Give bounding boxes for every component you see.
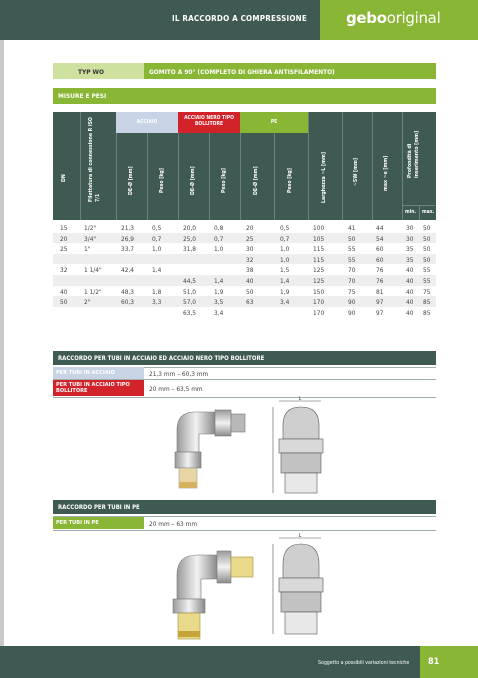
- type-description: GOMITO A 90° (COMPLETO DI GHIERA ANTISFILAMENTO): [149, 68, 335, 76]
- table-cell: 0,7: [214, 234, 224, 243]
- table-cell: 100: [313, 224, 325, 232]
- table-cell: 0,5: [280, 224, 290, 232]
- table-cell: 0,7: [280, 234, 290, 243]
- table-cell: 57,0: [183, 298, 197, 307]
- table-cell: 60: [376, 245, 384, 254]
- table-cell: 40: [406, 287, 414, 296]
- col-thread: Filettatura di connessione R ISO 7/1: [88, 117, 101, 202]
- col-width-l: Larghezza ~L [mm]: [321, 152, 327, 203]
- dim-l-label: L: [298, 396, 302, 402]
- pe-section-title: RACCORDO PER TUBI IN PE: [58, 504, 140, 511]
- table-cell: 105: [313, 234, 325, 243]
- table-cell: 63: [246, 298, 254, 307]
- table-cell: 50: [423, 245, 431, 254]
- table-cell: 50: [423, 255, 431, 264]
- table-cell: 55: [423, 266, 431, 275]
- table-cell: 31,8: [183, 245, 197, 254]
- black-steel-tag: [53, 380, 144, 396]
- measures-title: MISURE E PESI: [58, 92, 107, 100]
- table-row: [53, 264, 436, 275]
- table-cell: 21,3: [121, 224, 135, 232]
- dim-l-label-pe: L: [298, 533, 302, 539]
- table-cell: 40: [406, 266, 414, 275]
- table-cell: 70: [348, 277, 356, 285]
- col-divider: [402, 112, 403, 220]
- table-cell: 20,0: [183, 224, 197, 232]
- table-cell: 1,4: [152, 266, 162, 275]
- table-cell: 35: [406, 245, 414, 254]
- depth-max-label: max.: [422, 209, 435, 215]
- table-cell: 3,5: [214, 298, 224, 307]
- table-cell: 3/4": [84, 234, 97, 243]
- table-cell: 55: [423, 277, 431, 285]
- col-e: max ~e [mm]: [383, 155, 389, 191]
- table-cell: 40: [246, 277, 254, 285]
- table-cell: 97: [376, 308, 384, 317]
- divider: [53, 397, 436, 398]
- table-cell: 15: [60, 224, 68, 232]
- table-cell: 40: [406, 277, 414, 285]
- table-cell: 125: [313, 266, 325, 275]
- table-cell: 81: [376, 287, 384, 296]
- col-steel-de: DE-Ø [mm]: [128, 166, 134, 195]
- table-cell: 1,0: [214, 245, 224, 254]
- table-cell: 54: [376, 234, 384, 243]
- table-cell: 97: [376, 298, 384, 307]
- table-cell: 2": [84, 298, 91, 307]
- table-row: [53, 233, 436, 244]
- table-cell: 33,7: [121, 245, 135, 254]
- table-cell: 1,0: [280, 255, 290, 264]
- table-cell: 51,0: [183, 287, 197, 296]
- table-cell: 1,0: [280, 245, 290, 254]
- table-cell: 26,9: [121, 234, 135, 243]
- divider: [53, 530, 436, 531]
- table-cell: 25,0: [183, 234, 197, 243]
- table-cell: 55: [348, 255, 356, 264]
- footer-note: Soggetto a possibili variazioni tecniche: [318, 660, 410, 666]
- table-cell: 32: [60, 266, 68, 275]
- table-cell: 30: [246, 245, 254, 254]
- table-row: [53, 222, 436, 233]
- page-edge-strip: [0, 0, 4, 678]
- table-cell: 50: [60, 298, 68, 307]
- table-cell: 170: [313, 308, 325, 317]
- table-cell: 41: [348, 224, 356, 232]
- col-black-weight: Peso [kg]: [221, 168, 227, 193]
- table-cell: 0,8: [214, 224, 224, 232]
- table-cell: 35: [406, 255, 414, 264]
- table-cell: 48,3: [121, 287, 135, 296]
- table-cell: 20: [60, 234, 68, 243]
- col-divider: [240, 133, 241, 220]
- table-cell: 76: [376, 266, 384, 275]
- col-divider: [342, 112, 343, 220]
- elbow-steel-render: [165, 400, 255, 500]
- table-cell: 0,7: [152, 234, 162, 243]
- table-cell: 1,9: [214, 287, 224, 296]
- table-cell: 75: [348, 287, 356, 296]
- measures-bar: [53, 88, 436, 104]
- col-divider: [308, 112, 309, 220]
- col-black-de: DE-Ø [mm]: [190, 166, 196, 195]
- table-cell: 1/2": [84, 224, 97, 232]
- col-divider: [372, 112, 373, 220]
- table-cell: 38: [246, 266, 254, 275]
- steel-range: 21,3 mm – 60,3 mm: [149, 370, 209, 378]
- table-cell: 1,9: [280, 287, 290, 296]
- col-sw: ~SW [mm]: [353, 157, 359, 186]
- table-cell: 0,5: [152, 224, 162, 232]
- depth-min-label: min.: [405, 209, 417, 215]
- table-cell: 1 1/4": [84, 266, 102, 275]
- table-cell: 150: [313, 287, 325, 296]
- table-cell: 1,8: [152, 287, 162, 296]
- page-number: 81: [428, 657, 440, 667]
- elbow-pe-render: [165, 535, 260, 645]
- table-cell: 40: [406, 308, 414, 317]
- col-divider: [147, 133, 148, 220]
- brand-prefix: gebo: [346, 9, 387, 27]
- pe-range: 20 mm – 63 mm: [149, 520, 198, 528]
- type-label: TYP WO: [78, 68, 104, 76]
- col-divider: [116, 133, 117, 220]
- black-steel-group-label: ACCIAIO NERO TIPO BOLLITORE: [184, 115, 234, 127]
- table-cell: 170: [313, 298, 325, 307]
- col-steel-weight: Peso [kg]: [159, 168, 165, 193]
- table-cell: 90: [348, 298, 356, 307]
- table-cell: 50: [348, 234, 356, 243]
- table-cell: 1,0: [152, 245, 162, 254]
- table-cell: 115: [313, 245, 325, 254]
- col-pe-de: DE-Ø [mm]: [253, 166, 259, 195]
- table-row: [53, 286, 436, 297]
- table-cell: 1 1/2": [84, 287, 102, 296]
- table-cell: 20: [246, 224, 254, 232]
- brand-suffix: original: [386, 9, 441, 27]
- table-cell: 50: [423, 224, 431, 232]
- col-divider: [419, 205, 420, 220]
- col-divider: [178, 133, 179, 220]
- steel-tag: [53, 367, 144, 379]
- section-title: IL RACCORDO A COMPRESSIONE: [172, 14, 308, 23]
- table-cell: 40: [60, 287, 68, 296]
- steel-section-title: RACCORDO PER TUBI IN ACCIAIO ED ACCIAIO NERO TIPO BOLLITORE: [58, 355, 265, 362]
- pe-tag: [53, 517, 144, 529]
- table-cell: 85: [423, 298, 431, 307]
- table-cell: 1,4: [280, 277, 290, 285]
- steel-group-label: ACCIAIO: [136, 119, 158, 125]
- table-row: [53, 307, 436, 318]
- table-cell: 3,4: [280, 298, 290, 307]
- table-cell: 63,5: [183, 308, 197, 317]
- table-cell: 40: [406, 298, 414, 307]
- table-row: [53, 243, 436, 254]
- table-cell: 85: [423, 308, 431, 317]
- pe-tag-label: PER TUBI IN PE: [56, 520, 99, 526]
- table-row: [53, 254, 436, 265]
- table-cell: 76: [376, 277, 384, 285]
- pe-group-label: PE: [270, 119, 278, 125]
- table-cell: 70: [348, 266, 356, 275]
- col-dn: DN: [61, 174, 67, 182]
- table-cell: 60: [376, 255, 384, 264]
- table-cell: 44: [376, 224, 384, 232]
- elbow-pe-drawing: [265, 532, 335, 642]
- table-cell: 55: [348, 245, 356, 254]
- table-cell: 50: [246, 287, 254, 296]
- table-cell: 30: [406, 224, 414, 232]
- black-steel-tag-label: PER TUBI IN ACCIAIO TIPO BOLLITORE: [56, 382, 130, 394]
- table-cell: 3,3: [152, 298, 162, 307]
- brand-logo: [346, 9, 440, 27]
- table-cell: 90: [348, 308, 356, 317]
- col-pe-weight: Peso [kg]: [287, 168, 293, 193]
- table-cell: 1,4: [214, 277, 224, 285]
- table-cell: 42,4: [121, 266, 135, 275]
- table-cell: 125: [313, 277, 325, 285]
- table-cell: 30: [406, 234, 414, 243]
- table-cell: 50: [423, 234, 431, 243]
- table-cell: 32: [246, 255, 254, 264]
- table-row: [53, 296, 436, 307]
- table-cell: 1": [84, 245, 91, 254]
- table-cell: 60,3: [121, 298, 135, 307]
- black-steel-range: 20 mm – 63,5 mm: [149, 385, 203, 393]
- steel-tag-label: PER TUBI IN ACCIAIO: [56, 370, 115, 376]
- col-divider: [209, 133, 210, 220]
- table-cell: 25: [246, 234, 254, 243]
- elbow-steel-drawing: [265, 395, 335, 500]
- col-divider: [80, 112, 81, 220]
- table-cell: 75: [423, 287, 431, 296]
- table-cell: 115: [313, 255, 325, 264]
- table-row: [53, 275, 436, 286]
- table-cell: 44,5: [183, 277, 197, 285]
- table-cell: 3,4: [214, 308, 224, 317]
- table-cell: 25: [60, 245, 68, 254]
- col-depth: Profondità di inserimento [mm]: [407, 130, 420, 178]
- table-cell: 1,5: [280, 266, 290, 275]
- col-divider: [274, 133, 275, 220]
